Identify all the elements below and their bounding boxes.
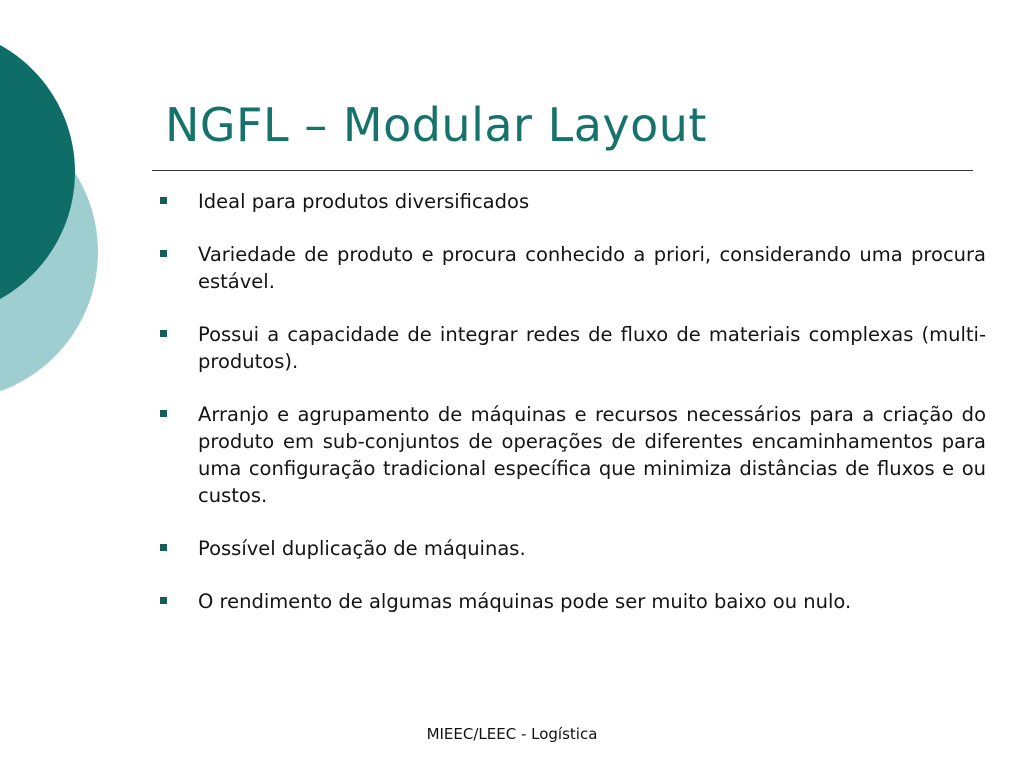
- bullet-item: [160, 535, 986, 562]
- bullet-item: [160, 588, 986, 615]
- bullet-item: [160, 188, 986, 215]
- bullet-text: O rendimento de algumas máquinas pode ser muito baixo ou nulo.: [198, 590, 852, 613]
- bullet-item: [160, 321, 986, 375]
- decorative-circles: [0, 0, 120, 420]
- square-bullet-icon: [160, 197, 167, 204]
- bullet-item: [160, 401, 986, 509]
- bullet-list: [160, 188, 986, 641]
- square-bullet-icon: [160, 330, 167, 337]
- title-divider: [152, 170, 973, 171]
- bullet-text: Arranjo e agrupamento de máquinas e recursos necessários para a criação do produto em sub-conjuntos de operações de diferentes encaminhamentos para uma configuração tradicional específica que minimiza distâncias de fluxos e ou custos.: [198, 403, 986, 507]
- square-bullet-icon: [160, 410, 167, 417]
- bullet-text: Possível duplicação de máquinas.: [198, 537, 526, 560]
- square-bullet-icon: [160, 250, 167, 257]
- square-bullet-icon: [160, 544, 167, 551]
- bullet-text: Possui a capacidade de integrar redes de fluxo de materiais complexas (multi-produtos).: [198, 323, 986, 373]
- bullet-text: Ideal para produtos diversificados: [198, 190, 530, 213]
- bullet-item: [160, 241, 986, 295]
- slide-footer: MIEEC/LEEC - Logística: [426, 725, 598, 743]
- square-bullet-icon: [160, 597, 167, 604]
- slide-title: NGFL – Modular Layout: [165, 98, 707, 152]
- bullet-text: Variedade de produto e procura conhecido a priori, considerando uma procura estável.: [198, 243, 986, 293]
